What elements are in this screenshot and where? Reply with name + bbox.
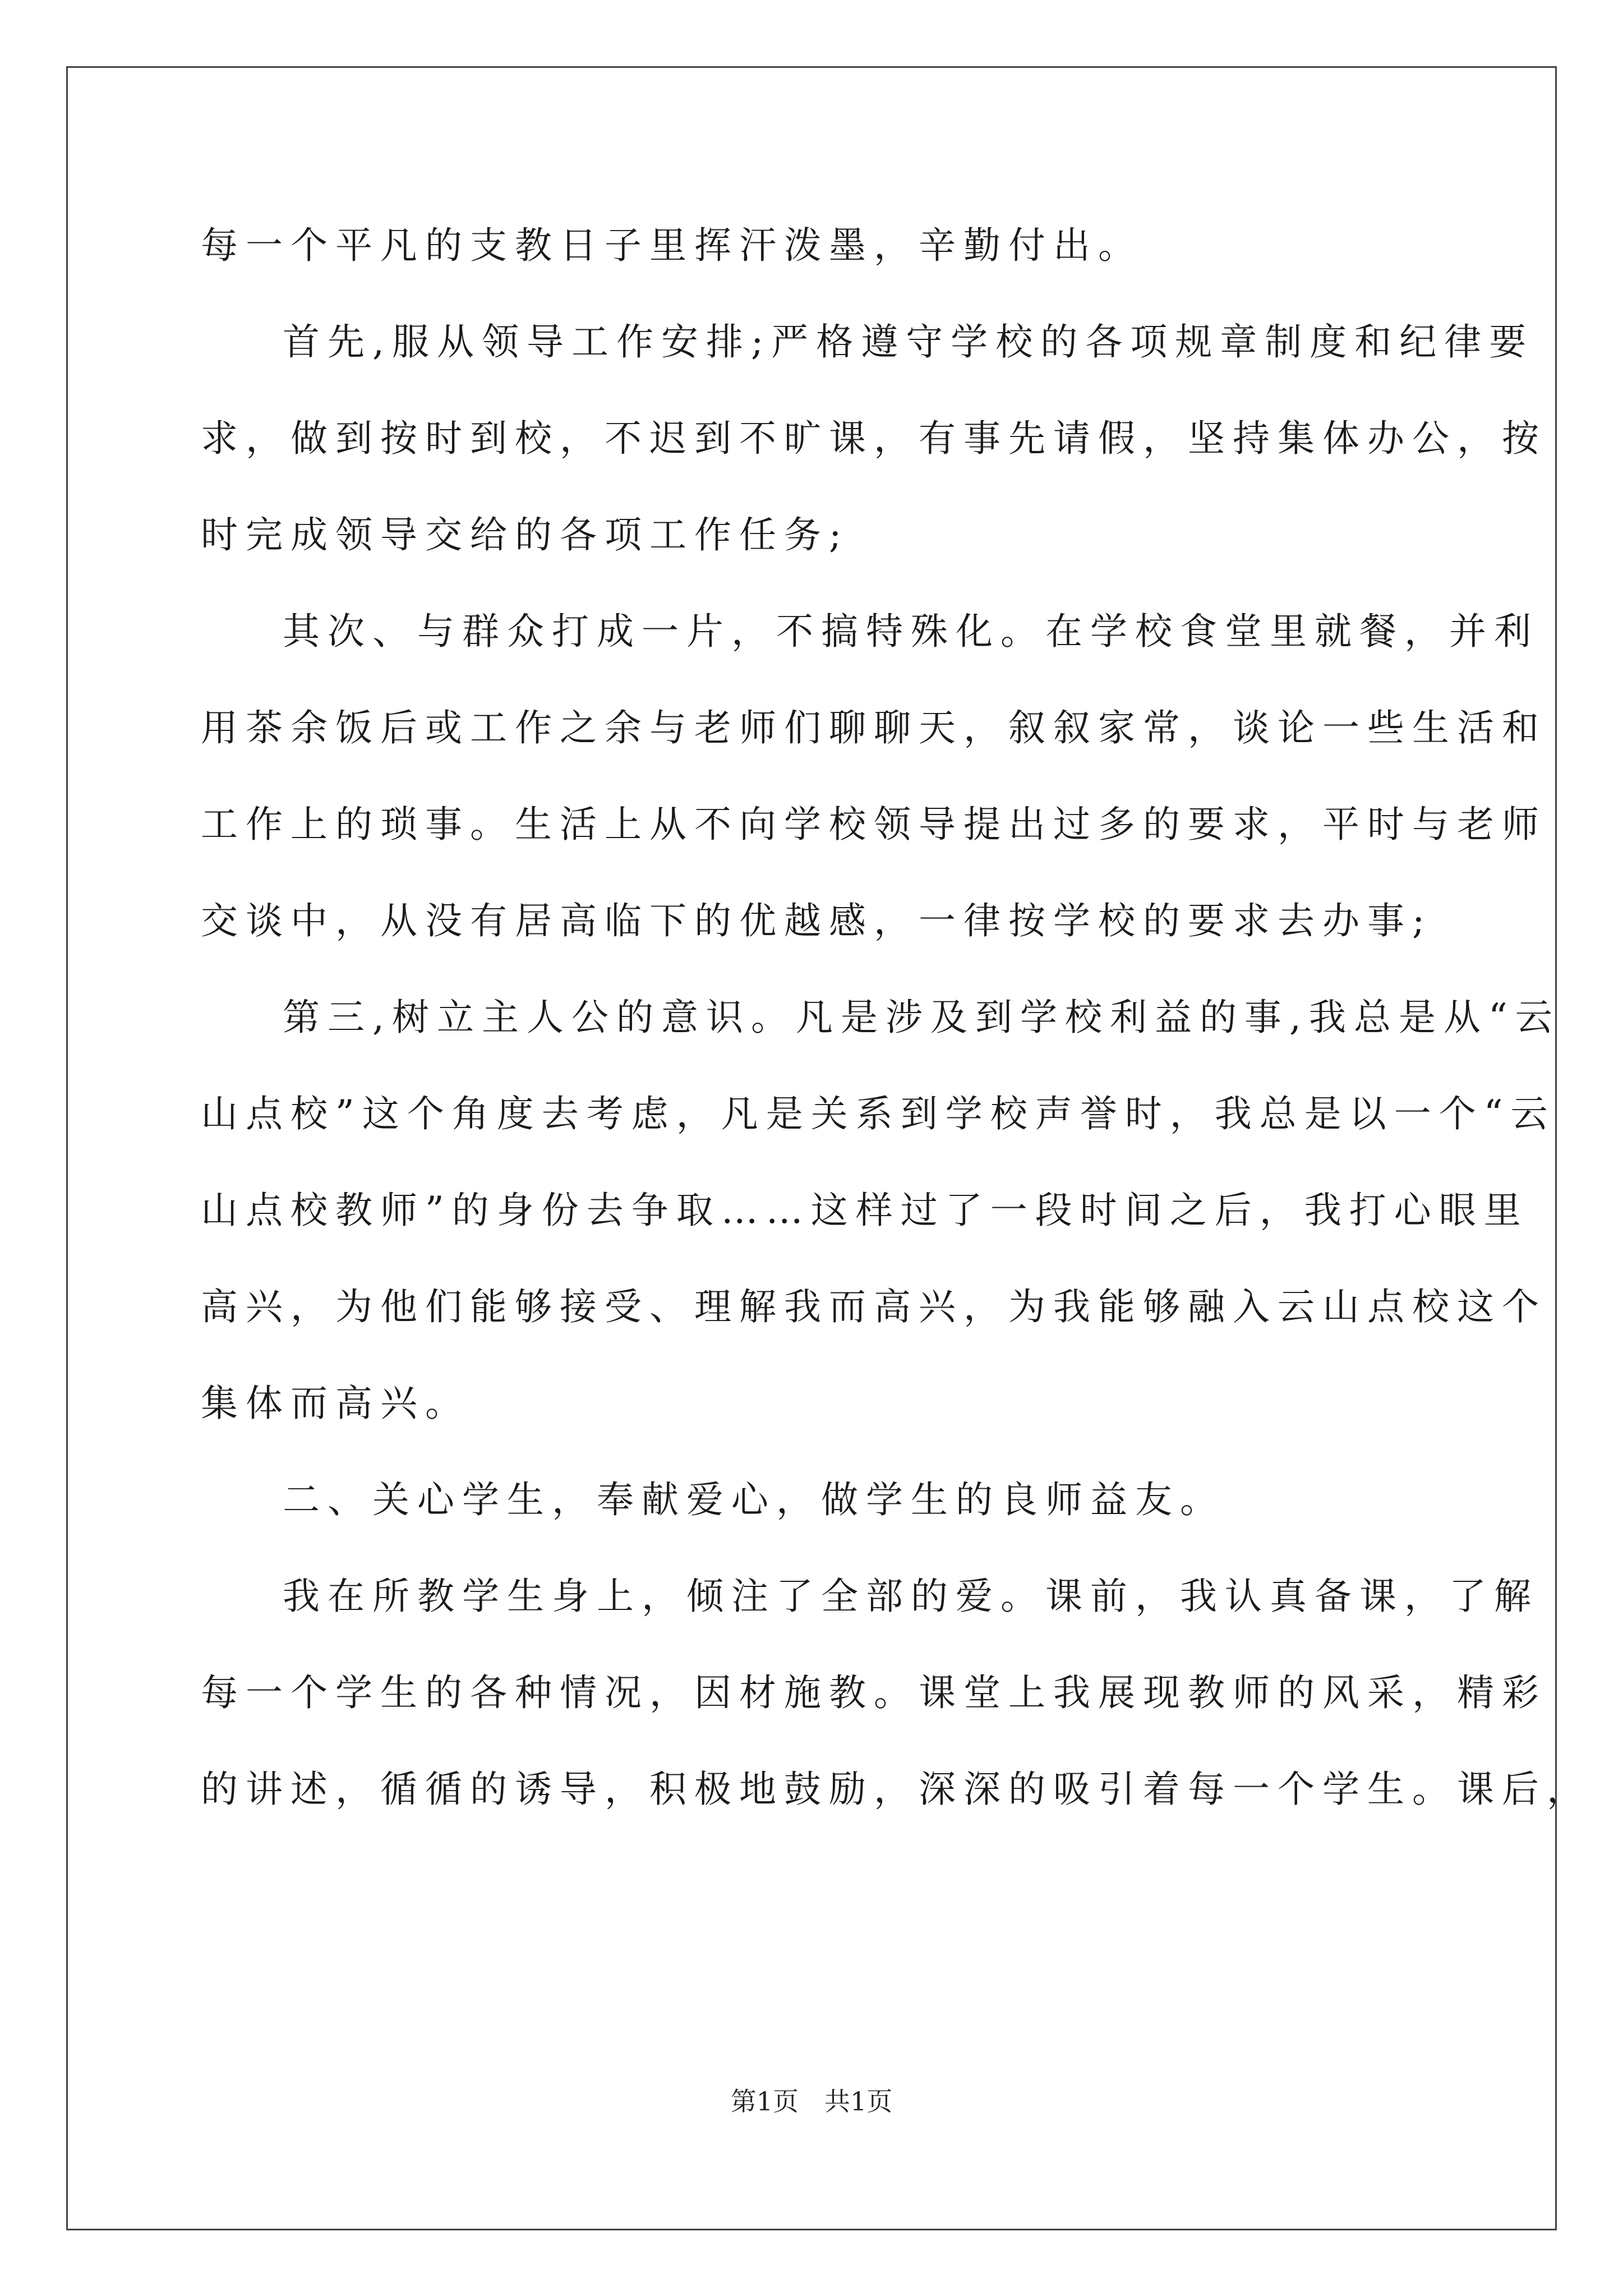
text-line: 每一个学生的各种情况，因材施教。课堂上我展现教师的风采，精彩 <box>201 1671 1547 1714</box>
page-footer <box>0 2081 1623 2118</box>
text-line: 每一个平凡的支教日子里挥汗泼墨，辛勤付出。 <box>201 224 1143 267</box>
text-line: 高兴，为他们能够接受、理解我而高兴，为我能够融入云山点校这个 <box>201 1285 1547 1328</box>
text-line: 求，做到按时到校，不迟到不旷课，有事先请假，坚持集体办公，按 <box>201 417 1547 460</box>
text-line: 交谈中，从没有居高临下的优越感，一律按学校的要求去办事; <box>201 899 1433 942</box>
text-line: 其次、与群众打成一片，不搞特殊化。在学校食堂里就餐，并利 <box>283 610 1539 653</box>
text-line: 山点校教师”的身份去争取……这样过了一段时间之后，我打心眼里 <box>201 1189 1529 1232</box>
text-line: 山点校”这个角度去考虑，凡是关系到学校声誉时，我总是以一个“云 <box>201 1092 1556 1135</box>
text-line: 的讲述，循循的诱导，积极地鼓励，深深的吸引着每一个学生。课后， <box>201 1768 1592 1811</box>
text-line: 工作上的琐事。生活上从不向学校领导提出过多的要求，平时与老师 <box>201 803 1547 846</box>
text-line: 时完成领导交给的各项工作任务; <box>201 513 850 556</box>
text-line: 二、关心学生，奉献爱心，做学生的良师益友。 <box>283 1478 1225 1521</box>
text-line: 用茶余饭后或工作之余与老师们聊聊天，叙叙家常，谈论一些生活和 <box>201 706 1547 749</box>
text-line: 首先,服从领导工作安排;严格遵守学校的各项规章制度和纪律要 <box>283 320 1534 364</box>
document-body <box>201 218 1592 1858</box>
text-line: 第三,树立主人公的意识。凡是涉及到学校利益的事,我总是从“云 <box>283 996 1560 1039</box>
page-total: 共1页 <box>824 2086 893 2116</box>
page-number: 第1页 <box>730 2086 799 2116</box>
text-line: 我在所教学生身上，倾注了全部的爱。课前，我认真备课，了解 <box>283 1575 1539 1618</box>
text-line: 集体而高兴。 <box>201 1382 470 1425</box>
